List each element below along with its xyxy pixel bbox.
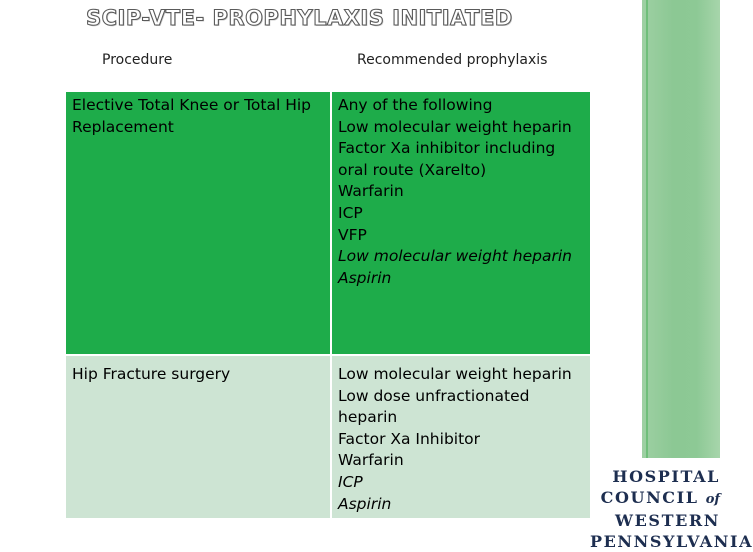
- prophylaxis-item: ICP: [338, 472, 363, 491]
- procedure-cell: Hip Fracture surgery: [66, 355, 331, 518]
- prophylaxis-cell: [331, 355, 590, 518]
- prophylaxis-item: ICP: [338, 203, 363, 222]
- prophylaxis-table: [66, 92, 590, 518]
- procedure-cell: Elective Total Knee or Total Hip Replacement: [66, 92, 331, 355]
- table-row: [66, 355, 590, 518]
- decorative-green-band: [642, 0, 720, 458]
- logo-line: HOSPITAL: [612, 467, 720, 486]
- prophylaxis-item: Aspirin: [338, 268, 392, 287]
- prophylaxis-item: VFP: [338, 225, 367, 244]
- slide-title: SCIP-VTE- PROPHYLAXIS INITIATED: [86, 6, 513, 30]
- prophylaxis-cell: [331, 92, 590, 355]
- prophylaxis-item: Factor Xa Inhibitor: [338, 429, 481, 448]
- logo-word: of: [705, 492, 720, 507]
- prophylaxis-item: Low molecular weight heparin: [338, 117, 572, 136]
- column-header-recommended: Recommended prophylaxis: [357, 52, 548, 68]
- logo-line: WESTERN: [615, 511, 720, 530]
- prophylaxis-item: Warfarin: [338, 182, 404, 201]
- prophylaxis-item: Factor Xa inhibitor including oral route (Xarelto): [338, 139, 556, 179]
- column-header-procedure: Procedure: [102, 52, 173, 68]
- prophylaxis-item: Any of the following: [338, 96, 493, 114]
- table-row: [66, 92, 590, 355]
- prophylaxis-item: Low molecular weight heparin: [338, 247, 572, 266]
- prophylaxis-item: Low dose unfractionated heparin: [338, 386, 530, 427]
- logo-word: COUNCIL: [600, 488, 699, 507]
- logo-line: PENNSYLVANIA: [590, 532, 753, 551]
- prophylaxis-item: Low molecular weight heparin: [338, 365, 572, 383]
- hospital-council-logo: [590, 466, 753, 552]
- prophylaxis-item: Aspirin: [338, 494, 392, 513]
- prophylaxis-item: Warfarin: [338, 451, 404, 470]
- logo-line: [590, 487, 720, 510]
